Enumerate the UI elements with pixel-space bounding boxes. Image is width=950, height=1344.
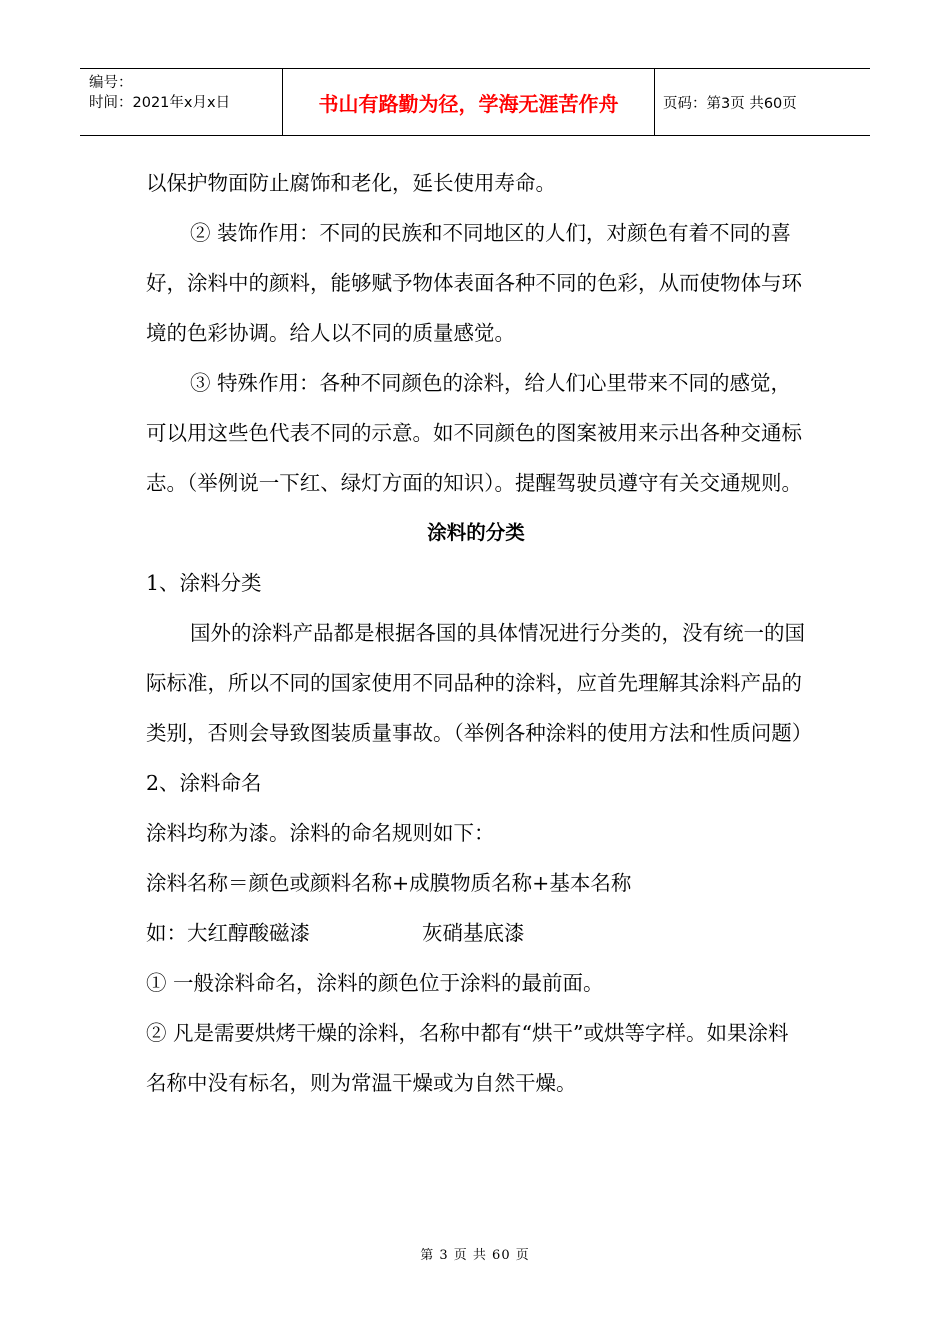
paragraph-classification: 国外的涂料产品都是根据各国的具体情况进行分类的，没有统一的国际标准，所以不同的国家使用不同品种的涂料，应首先理解其涂料产品的类别，否则会导致图装质量事故。（举例各种涂料的使用方法和性质问题） — [146, 621, 813, 745]
naming-rule-1: ① 一般涂料命名，涂料的颜色位于涂料的最前面。 — [146, 971, 604, 995]
header-meta — [80, 69, 283, 135]
header-motto: 书山有路勤为径，学海无涯苦作舟 — [283, 69, 655, 135]
naming-rule-2: ② 凡是需要烘烤干燥的涂料，名称中都有“烘干”或烘等字样。如果涂料名称中没有标名，则为常温干燥或为自然干燥。 — [146, 1021, 789, 1095]
example-1: 如：大红醇酸磁漆 — [146, 921, 310, 945]
header-date-label: 时间：2021年x月x日 — [89, 95, 231, 111]
page-footer: 第 3 页 共 60 页 — [420, 1248, 530, 1263]
document-body — [146, 158, 813, 1108]
naming-formula: 涂料名称＝颜色或颜料名称+成膜物质名称+基本名称 — [146, 871, 632, 895]
paragraph-naming-rule: 涂料均称为漆。涂料的命名规则如下： — [146, 821, 495, 845]
subheading-naming: 2、涂料命名 — [146, 771, 262, 795]
section-title: 涂料的分类 — [427, 521, 525, 544]
page-header — [80, 68, 870, 136]
example-2: 灰硝基底漆 — [422, 921, 525, 945]
paragraph-decoration: ② 装饰作用：不同的民族和不同地区的人们，对颜色有着不同的喜好，涂料中的颜料，能够赋予物体表面各种不同的色彩，从而使物体与环境的色彩协调。给人以不同的质量感觉。 — [146, 221, 802, 345]
subheading-classification: 1、涂料分类 — [146, 571, 262, 595]
naming-examples — [146, 908, 806, 958]
header-page-info: 页码：第3页 共60页 — [663, 95, 797, 112]
paragraph: 以保护物面防止腐饰和老化，延长使用寿命。 — [146, 171, 556, 195]
paragraph-special: ③ 特殊作用：各种不同颜色的涂料，给人们心里带来不同的感觉，可以用这些色代表不同的示意。如不同颜色的图案被用来示出各种交通标志。（举例说一下红、绿灯方面的知识）。提醒驾驶员遵守有关交通规则。 — [146, 371, 802, 495]
header-number-label: 编号： — [89, 75, 133, 91]
